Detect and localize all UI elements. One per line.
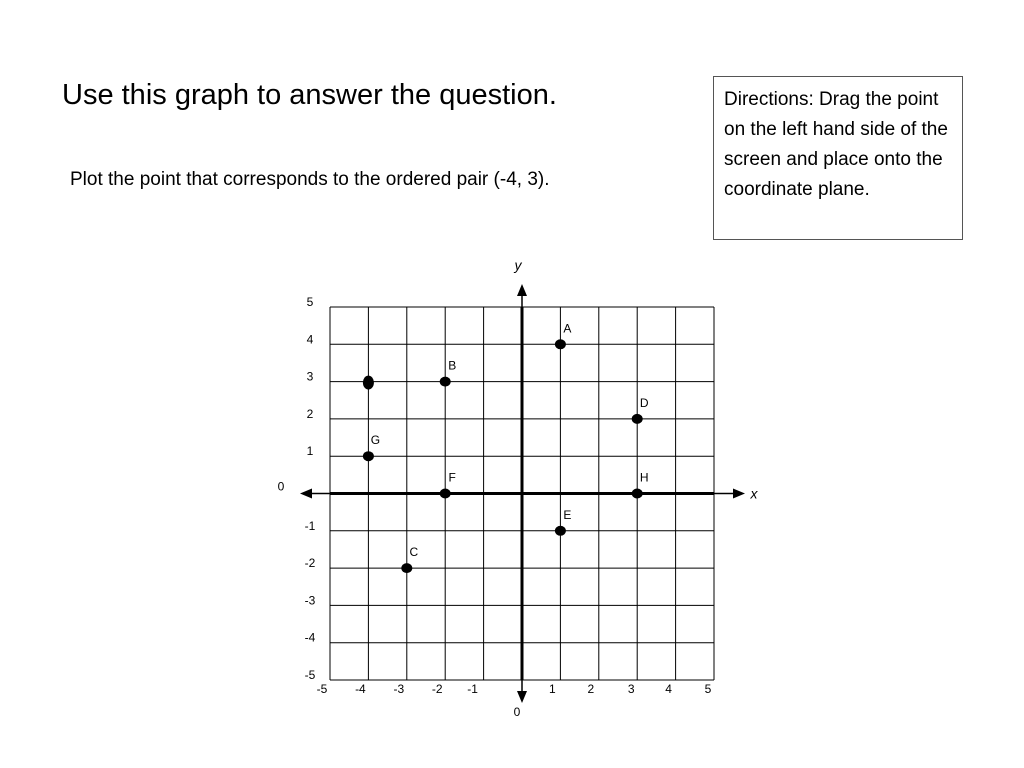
point-label-d: D [639, 395, 649, 410]
point-a [555, 339, 566, 349]
x-tick-label: 4 [665, 682, 672, 696]
x-tick-label: 3 [627, 682, 635, 696]
y-tick-label: -4 [304, 630, 316, 645]
origin-label-bottom: 0 [513, 705, 521, 719]
y-tick-label: 1 [306, 444, 314, 459]
y-tick-label: -2 [304, 556, 316, 571]
y-tick-label: -1 [304, 518, 316, 533]
point-d [632, 414, 643, 424]
point-label-e: E [563, 507, 572, 522]
y-tick-label: 4 [306, 332, 314, 347]
y-axis-label: y [514, 257, 522, 273]
x-tick-label: -3 [393, 682, 405, 696]
y-tick-label: 2 [306, 406, 314, 421]
x-tick-label: -5 [316, 682, 328, 696]
slide-title: Use this graph to answer the question. [62, 79, 557, 111]
point-label-g: G [370, 433, 381, 448]
plotted-points [363, 321, 649, 573]
origin-label-left: 0 [277, 479, 285, 494]
x-axis-right-arrow [733, 489, 745, 499]
tick-labels [278, 257, 759, 719]
point-h [632, 489, 643, 499]
y-tick-label: -5 [304, 668, 316, 682]
point-label-c: C [409, 545, 419, 560]
axes [300, 284, 745, 703]
point-label-h: H [639, 470, 649, 485]
y-tick-label: 3 [306, 369, 314, 384]
x-tick-label: -1 [467, 682, 478, 696]
x-tick-label: 5 [704, 682, 712, 696]
point-c [401, 563, 412, 573]
drag-layer[interactable] [363, 376, 374, 390]
draggable-point[interactable] [363, 376, 374, 390]
y-tick-label: -3 [304, 593, 316, 608]
x-tick-label: 1 [549, 682, 556, 696]
x-tick-label: -4 [355, 682, 366, 696]
point-b [440, 377, 451, 387]
point-f [440, 489, 451, 499]
directions-box: Directions: Drag the point on the left hand side of the screen and place onto the coordinate plane. [713, 76, 963, 240]
y-axis-bottom-arrow [517, 691, 527, 703]
x-tick-label: -2 [431, 682, 443, 696]
point-label-f: F [448, 470, 456, 485]
question-text: Plot the point that corresponds to the ordered pair (-4, 3). [70, 169, 550, 190]
x-axis-left-arrow [300, 489, 312, 499]
x-axis-label: x [750, 485, 758, 502]
x-tick-label: 2 [587, 682, 595, 696]
y-tick-label: 5 [306, 295, 314, 309]
point-label-a: A [563, 321, 572, 336]
point-e [555, 526, 566, 536]
point-g [363, 451, 374, 461]
y-axis-top-arrow [517, 284, 527, 296]
point-label-b: B [448, 358, 457, 373]
